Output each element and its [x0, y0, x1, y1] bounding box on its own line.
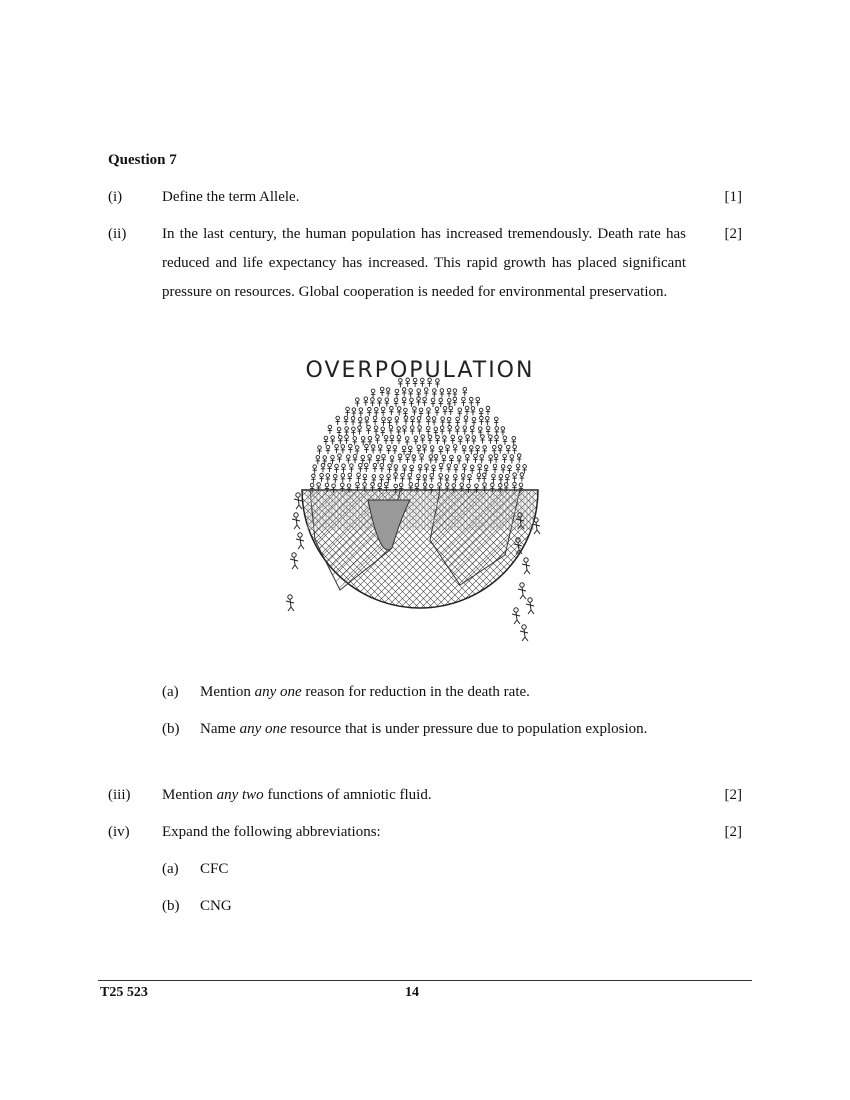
stick-figure — [517, 454, 521, 463]
stick-figure — [371, 389, 375, 398]
stick-figure — [447, 425, 451, 434]
stick-figure — [417, 417, 421, 426]
stick-figure — [465, 406, 469, 415]
stick-figure — [408, 389, 412, 398]
item-ii-text: In the last century, the human population has increased tremendously. Death rate has reduced and life expectancy has increased. This rapid growth has placed significant pressure on resources. Global cooperation is needed for environmental preservation. — [162, 226, 686, 300]
stick-figure — [402, 397, 406, 406]
stick-figure — [501, 465, 505, 474]
stick-figure — [495, 427, 499, 436]
stick-figure — [442, 436, 446, 445]
stick-figure — [454, 464, 458, 473]
falling-figure — [520, 625, 528, 641]
stick-figure — [424, 464, 428, 473]
stick-figure — [380, 387, 384, 396]
stick-figure — [512, 445, 516, 454]
stick-figure — [482, 473, 486, 482]
stick-figure — [409, 398, 413, 407]
stick-figure — [476, 397, 480, 406]
stick-figure — [348, 444, 352, 453]
stick-figure — [453, 389, 457, 398]
stick-figure — [380, 463, 384, 472]
stick-figure — [465, 454, 469, 463]
stick-figure — [408, 446, 412, 455]
stick-figure — [445, 475, 449, 484]
stick-figure — [471, 407, 475, 416]
stick-figure — [326, 474, 330, 483]
page-number: 14 — [405, 985, 419, 1000]
stick-figure — [472, 436, 476, 445]
stick-figure — [439, 398, 443, 407]
stick-figure — [472, 417, 476, 426]
figure-title: OVERPOPULATION — [305, 358, 535, 383]
stick-figure — [337, 454, 341, 463]
stick-figure — [435, 435, 439, 444]
stick-figure — [378, 445, 382, 454]
stick-figure — [469, 397, 473, 406]
stick-figure — [522, 465, 526, 474]
item-i-number: (i) — [108, 189, 123, 205]
stick-figure — [432, 417, 436, 426]
stick-figure — [420, 435, 424, 444]
stick-figure — [464, 416, 468, 425]
stick-figure — [405, 437, 409, 446]
falling-figure — [292, 513, 300, 529]
stick-figure — [426, 408, 430, 417]
stick-figure — [486, 406, 490, 415]
stick-figure — [440, 389, 444, 398]
stick-figure — [333, 474, 337, 483]
stick-figure — [316, 456, 320, 465]
stick-figure — [386, 388, 390, 397]
stick-figure — [381, 417, 385, 426]
falling-figure — [296, 533, 304, 549]
stick-figure — [330, 455, 334, 464]
stick-figure — [462, 464, 466, 473]
stick-figure — [389, 425, 393, 434]
stick-figure — [443, 406, 447, 415]
stick-figure — [376, 455, 380, 464]
stick-figure — [371, 445, 375, 454]
stick-figure — [351, 427, 355, 436]
stick-figure — [364, 444, 368, 453]
stick-figure — [417, 426, 421, 435]
item-ii-a-number: (a) — [162, 684, 179, 700]
stick-figure — [493, 464, 497, 473]
stick-figure — [352, 408, 356, 417]
stick-figure — [412, 455, 416, 464]
stick-figure — [402, 426, 406, 435]
stick-figure — [432, 389, 436, 398]
stick-figure — [373, 416, 377, 425]
stick-figure — [402, 388, 406, 397]
stick-figure — [387, 417, 391, 426]
stick-figure — [463, 426, 467, 435]
stick-figure — [416, 474, 420, 483]
item-iii-number: (iii) — [108, 787, 131, 803]
stick-figure — [512, 473, 516, 482]
stick-figure — [512, 436, 516, 445]
item-iii-text: Mention any two functions of amniotic fluid. — [162, 787, 432, 803]
item-iv-text: Expand the following abbreviations: — [162, 824, 381, 840]
stick-figure — [344, 435, 348, 444]
stick-figure — [417, 445, 421, 454]
stick-figure — [439, 463, 443, 472]
stick-figure — [503, 436, 507, 445]
stick-figure — [461, 474, 465, 483]
stick-figure — [402, 465, 406, 474]
stick-figure — [494, 435, 498, 444]
stick-figure — [447, 464, 451, 473]
stick-figure — [393, 473, 397, 482]
stick-figure — [494, 454, 498, 463]
stick-figure — [400, 473, 404, 482]
stick-figure — [498, 445, 502, 454]
stick-figure — [396, 427, 400, 436]
stick-figure — [470, 426, 474, 435]
item-ii-b-number: (b) — [162, 721, 180, 737]
stick-figure — [374, 426, 378, 435]
falling-figure — [526, 598, 534, 614]
falling-figure — [522, 558, 530, 574]
stick-figure — [449, 406, 453, 415]
stick-figure — [356, 473, 360, 482]
stick-figure — [348, 473, 352, 482]
stick-figure — [337, 427, 341, 436]
stick-figure — [414, 436, 418, 445]
stick-figure — [453, 474, 457, 483]
stick-figure — [358, 417, 362, 426]
stick-figure — [398, 454, 402, 463]
stick-figure — [480, 455, 484, 464]
stick-figure — [447, 417, 451, 426]
stick-figure — [423, 475, 427, 484]
stick-figure — [434, 454, 438, 463]
item-iv-marks: [2] — [724, 824, 742, 840]
falling-figure — [512, 608, 520, 624]
stick-figure — [484, 465, 488, 474]
stick-figure — [455, 417, 459, 426]
stick-figure — [479, 416, 483, 425]
question-heading: Question 7 — [108, 152, 177, 168]
stick-figure — [431, 465, 435, 474]
stick-figure — [336, 416, 340, 425]
item-iv-b-text: CNG — [200, 898, 232, 914]
item-i-text: Define the term Allele. — [162, 189, 300, 205]
stick-figure — [453, 445, 457, 454]
stick-figure — [473, 454, 477, 463]
stick-figure — [507, 465, 511, 474]
stick-figure — [470, 465, 474, 474]
stick-figure — [338, 435, 342, 444]
stick-figure — [455, 426, 459, 435]
footer-code: T25 523 — [100, 985, 148, 1000]
stick-figure — [397, 407, 401, 416]
stick-figure — [312, 465, 316, 474]
stick-figure — [431, 398, 435, 407]
stick-figure — [341, 474, 345, 483]
stick-figure — [477, 473, 481, 482]
item-ii-number: (ii) — [108, 226, 127, 242]
stick-figure — [417, 389, 421, 398]
stick-figure — [412, 407, 416, 416]
stick-figure — [430, 473, 434, 482]
stick-figure — [491, 474, 495, 483]
stick-figure — [334, 464, 338, 473]
stick-figure — [435, 407, 439, 416]
stick-figure — [419, 454, 423, 463]
stick-figure — [482, 446, 486, 455]
stick-figure — [341, 445, 345, 454]
stick-figure — [355, 446, 359, 455]
stick-figure — [520, 473, 524, 482]
stick-figure — [457, 456, 461, 465]
stick-figure — [402, 446, 406, 455]
item-ii-a-text: Mention any one reason for reduction in the death rate. — [200, 684, 530, 700]
stick-figure — [328, 425, 332, 434]
stick-figure — [480, 435, 484, 444]
item-iv-a-text: CFC — [200, 861, 229, 877]
stick-figure — [345, 407, 349, 416]
stick-figure — [438, 474, 442, 483]
stick-figure — [395, 389, 399, 398]
stick-figure — [445, 445, 449, 454]
stick-figure — [384, 435, 388, 444]
stick-figure — [488, 435, 492, 444]
stick-figure — [510, 455, 514, 464]
stick-figure — [449, 455, 453, 464]
stick-figure — [488, 455, 492, 464]
stick-figure — [439, 446, 443, 455]
stick-figure — [324, 436, 328, 445]
stick-figure — [370, 398, 374, 407]
falling-figure — [518, 583, 526, 599]
stick-figure — [422, 445, 426, 454]
stick-figure — [387, 464, 391, 473]
stick-figure — [390, 456, 394, 465]
stick-figure — [426, 416, 430, 425]
stick-figure — [381, 407, 385, 416]
stick-figure — [359, 408, 363, 417]
stick-figure — [404, 416, 408, 425]
stick-figure — [405, 454, 409, 463]
item-i-marks: [1] — [724, 189, 742, 205]
stick-figure — [397, 435, 401, 444]
stick-figure — [516, 464, 520, 473]
stick-figure — [353, 437, 357, 446]
stick-figure — [505, 474, 509, 483]
stick-figure — [394, 398, 398, 407]
stick-figure — [363, 474, 367, 483]
stick-figure — [377, 398, 381, 407]
stick-figure — [326, 445, 330, 454]
stick-figure — [364, 463, 368, 472]
stick-figure — [469, 446, 473, 455]
item-ii-marks: [2] — [724, 226, 742, 242]
stick-figure — [477, 464, 481, 473]
stick-figure — [428, 435, 432, 444]
stick-figure — [361, 437, 365, 446]
stick-figure — [426, 426, 430, 435]
stick-figure — [361, 455, 365, 464]
stick-figure — [506, 445, 510, 454]
stick-figure — [409, 465, 413, 474]
stick-figure — [317, 446, 321, 455]
stick-figure — [390, 435, 394, 444]
stick-figure — [358, 463, 362, 472]
overpopulation-illustration — [280, 350, 560, 650]
stick-figure — [351, 417, 355, 426]
stick-figure — [494, 417, 498, 426]
stick-figure — [344, 416, 348, 425]
stick-figure — [429, 455, 433, 464]
item-ii-b-text: Name any one resource that is under pressure due to population explosion. — [200, 721, 648, 737]
stick-figure — [492, 445, 496, 454]
stick-figure — [393, 445, 397, 454]
stick-figure — [410, 416, 414, 425]
stick-figure — [321, 463, 325, 472]
stick-figure — [344, 427, 348, 436]
stick-figure — [418, 464, 422, 473]
stick-figure — [467, 474, 471, 483]
stick-figure — [434, 427, 438, 436]
item-iv-b-number: (b) — [162, 898, 180, 914]
stick-figure — [408, 473, 412, 482]
stick-figure — [501, 427, 505, 436]
stick-figure — [465, 435, 469, 444]
stick-figure — [327, 463, 331, 472]
stick-figure — [419, 408, 423, 417]
stick-figure — [442, 455, 446, 464]
stick-figure — [462, 445, 466, 454]
stick-figure — [373, 463, 377, 472]
stick-figure — [367, 455, 371, 464]
stick-figure — [440, 426, 444, 435]
stick-figure — [381, 454, 385, 463]
falling-figure — [290, 553, 298, 569]
stick-figure — [386, 474, 390, 483]
stick-figure — [447, 388, 451, 397]
stick-figure — [357, 426, 361, 435]
stick-figure — [381, 427, 385, 436]
stick-figure — [368, 436, 372, 445]
stick-figure — [334, 444, 338, 453]
stick-figure — [478, 427, 482, 436]
stick-figure — [346, 455, 350, 464]
stick-figure — [365, 417, 369, 426]
stick-figure — [451, 435, 455, 444]
stick-figure — [319, 473, 323, 482]
item-iv-a-number: (a) — [162, 861, 179, 877]
stick-figure — [349, 464, 353, 473]
stick-figure — [424, 388, 428, 397]
stick-figure — [330, 436, 334, 445]
falling-figure — [286, 595, 294, 611]
stick-figure — [311, 474, 315, 483]
stick-figure — [499, 474, 503, 483]
stick-figure — [367, 407, 371, 416]
stick-figure — [364, 397, 368, 406]
item-iii-marks: [2] — [724, 787, 742, 803]
stick-figure — [475, 445, 479, 454]
stick-figure — [486, 426, 490, 435]
stick-figure — [379, 474, 383, 483]
stick-figure — [440, 417, 444, 426]
stick-figure — [375, 435, 379, 444]
stick-figure — [395, 417, 399, 426]
footer-rule — [98, 980, 752, 981]
stick-figure — [366, 425, 370, 434]
stick-figure — [422, 397, 426, 406]
stick-figure — [374, 407, 378, 416]
stick-figure — [386, 445, 390, 454]
stick-figure — [479, 408, 483, 417]
stick-figure — [410, 426, 414, 435]
stick-figure — [430, 446, 434, 455]
stick-figure — [458, 408, 462, 417]
stick-figure — [416, 397, 420, 406]
stick-figure — [463, 387, 467, 396]
stick-figure — [461, 397, 465, 406]
falling-figure — [294, 493, 302, 509]
stick-figure — [485, 416, 489, 425]
stick-figure — [458, 436, 462, 445]
stick-figure — [341, 464, 345, 473]
item-iv-number: (iv) — [108, 824, 130, 840]
stick-figure — [389, 406, 393, 415]
stick-figure — [353, 454, 357, 463]
stick-figure — [394, 465, 398, 474]
stick-figure — [385, 398, 389, 407]
stick-figure — [502, 454, 506, 463]
stick-figure — [355, 398, 359, 407]
stick-figure — [453, 397, 457, 406]
